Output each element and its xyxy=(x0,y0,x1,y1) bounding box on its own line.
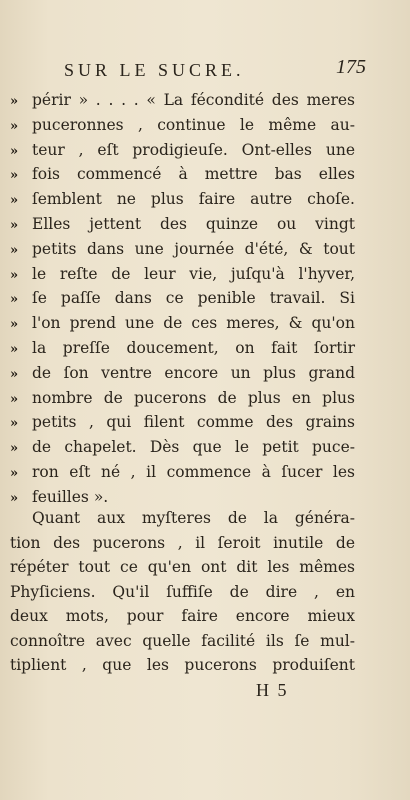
quoted-line xyxy=(10,262,355,287)
quote-mark: » xyxy=(10,465,19,481)
quoted-line xyxy=(10,88,355,113)
quote-mark: » xyxy=(10,143,19,159)
quoted-line-text: fois commencé à mettre bas elles xyxy=(32,165,355,184)
quote-mark: » xyxy=(10,193,19,209)
quoted-line xyxy=(10,435,355,460)
quoted-line xyxy=(10,113,355,138)
quote-mark: » xyxy=(10,341,19,357)
quoted-line-text: l'on prend une de ces meres, & qu'on xyxy=(32,314,355,333)
quoted-line-text: ſe paſſe dans ce penible travail. Si xyxy=(32,289,355,308)
quote-mark: » xyxy=(10,490,19,506)
paragraph-line: Quant aux myſteres de la généra- xyxy=(32,509,355,527)
quoted-line-text: périr » . . . . « La fécondité des meres xyxy=(32,91,355,109)
quoted-passage xyxy=(10,88,355,510)
paragraph-line: Phyſiciens. Qu'il ſuffiſe de dire , en xyxy=(10,582,355,601)
quoted-line-text: ſemblent ne plus faire autre choſe. xyxy=(32,190,355,209)
quote-mark: » xyxy=(10,391,19,407)
quoted-line xyxy=(10,162,355,187)
quoted-line-text: petits , qui filent comme des grains xyxy=(32,413,355,432)
quote-mark: » xyxy=(10,366,19,382)
quoted-line-text: feuilles ». xyxy=(32,487,109,506)
quoted-line-text: puceronnes , continue le même au- xyxy=(32,115,355,134)
quoted-line-text: ron eſt né , il commence à ſucer les xyxy=(32,462,355,481)
quote-mark: » xyxy=(10,118,19,134)
quote-mark: » xyxy=(10,416,19,432)
body-paragraph xyxy=(10,506,355,678)
page-number: 175 xyxy=(336,56,366,78)
quoted-line xyxy=(10,361,355,386)
quoted-line-text: de chapelet. Dès que le petit puce- xyxy=(32,438,355,457)
quote-mark: » xyxy=(10,441,19,457)
quote-mark: » xyxy=(10,94,19,109)
quoted-line xyxy=(10,410,355,435)
quoted-line-text: le reſte de leur vie, juſqu'à l'hyver, xyxy=(32,264,355,283)
paragraph-line: tiplient , que les pucerons produiſent xyxy=(10,656,355,674)
quote-mark: » xyxy=(10,217,19,233)
quote-mark: » xyxy=(10,317,19,333)
quoted-line xyxy=(10,286,355,311)
paragraph-line: tion des pucerons , il ſeroit inutile de xyxy=(10,533,355,552)
quoted-line xyxy=(10,187,355,212)
quoted-line-text: Elles jettent des quinze ou vingt xyxy=(32,214,355,233)
signature-mark: H 5 xyxy=(256,680,289,700)
quoted-line-text: petits dans une journée d'été, & tout xyxy=(32,239,355,258)
quoted-line xyxy=(10,212,355,237)
quote-mark: » xyxy=(10,267,19,283)
page-header xyxy=(0,56,410,84)
quoted-line xyxy=(10,460,355,485)
paragraph-line: deux mots, pour faire encore mieux xyxy=(10,607,355,625)
quoted-line-text: nombre de pucerons de plus en plus xyxy=(32,388,355,407)
quoted-line xyxy=(10,386,355,411)
quoted-line-text: la preſſe doucement, on fait ſortir xyxy=(32,338,355,357)
quote-mark: » xyxy=(10,168,19,184)
quoted-line xyxy=(10,336,355,361)
quote-mark: » xyxy=(10,242,19,258)
quoted-line-text: de ſon ventre encore un plus grand xyxy=(32,363,355,382)
quoted-line xyxy=(10,138,355,163)
quoted-line xyxy=(10,311,355,336)
quoted-line xyxy=(10,237,355,262)
running-head: SUR LE SUCRE. xyxy=(64,60,245,80)
paragraph-line: répéter tout ce qu'en ont dit les mêmes xyxy=(10,558,355,576)
paragraph-line: connoître avec quelle facilité ils ſe mul- xyxy=(10,631,355,650)
quoted-line-text: teur , eſt prodigieuſe. Ont-elles une xyxy=(32,140,355,159)
quote-mark: » xyxy=(10,292,19,308)
